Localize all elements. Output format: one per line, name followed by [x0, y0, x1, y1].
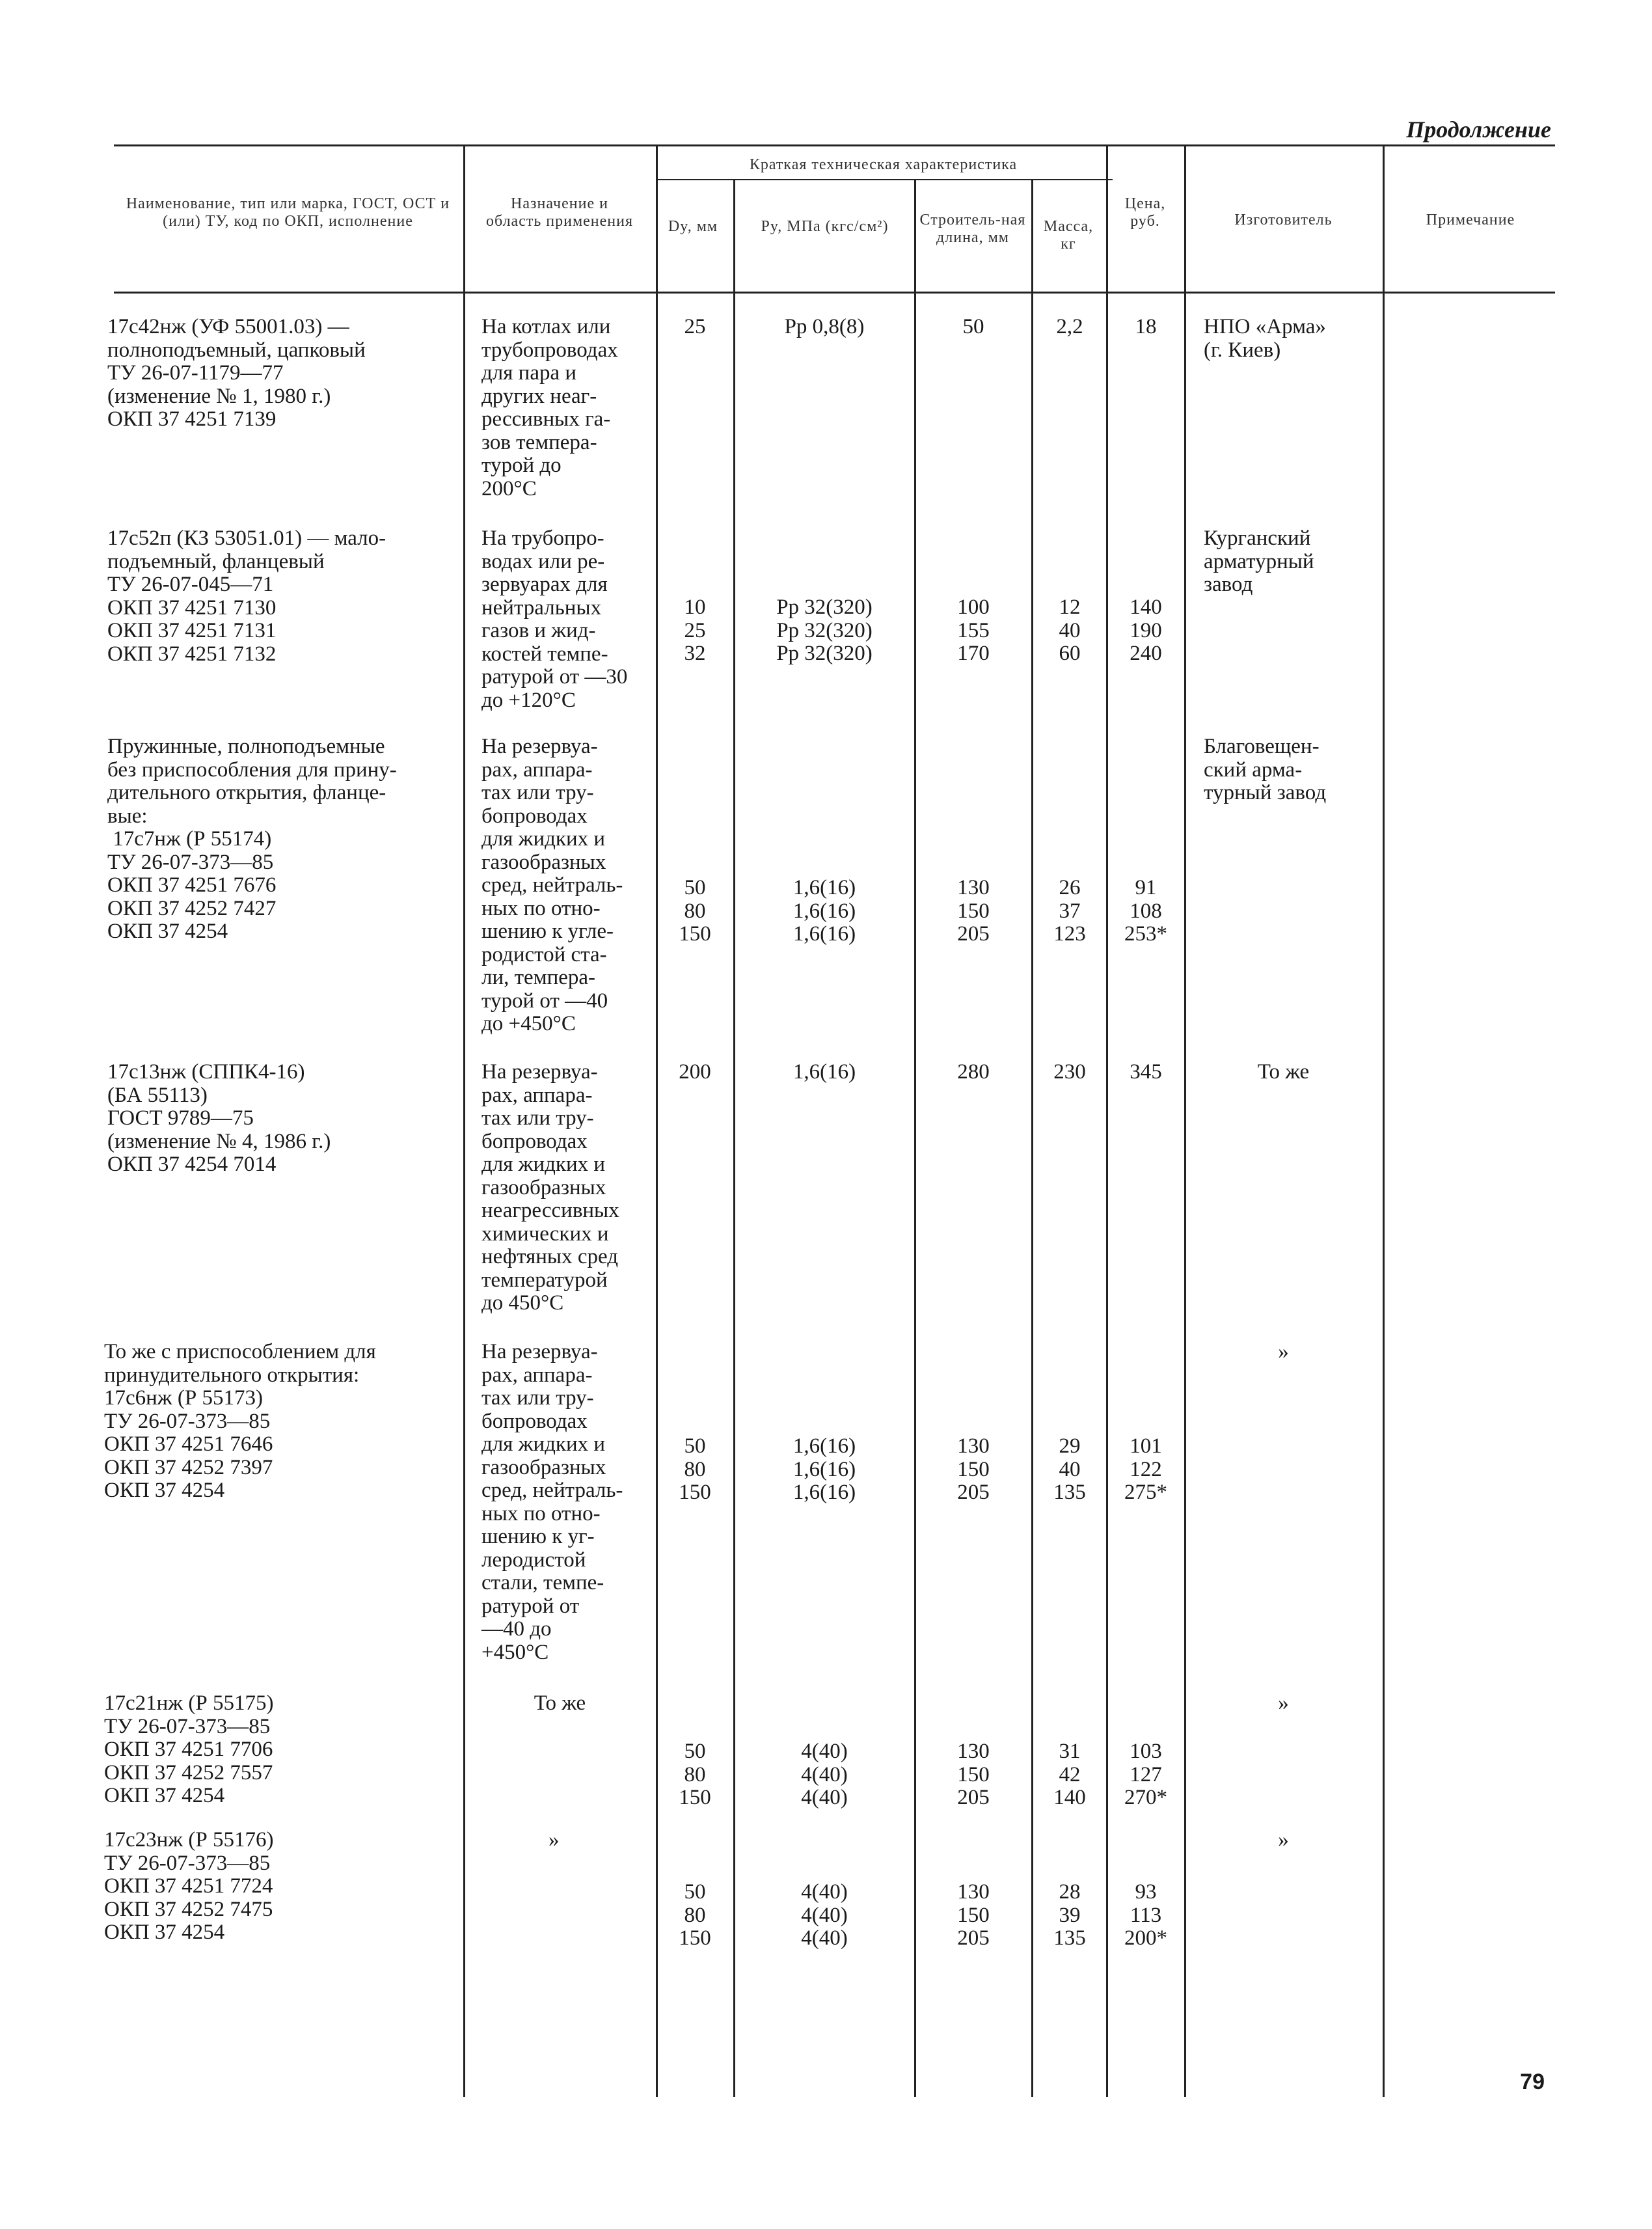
column-rule-2: [656, 144, 658, 2097]
row-6-dy: 50 80 150: [679, 1740, 711, 1809]
column-rule-6: [1106, 144, 1108, 2097]
column-rule-8: [1383, 144, 1385, 2097]
page-number: 79: [1520, 2070, 1545, 2094]
row-5-length: 130 150 205: [957, 1434, 990, 1504]
continuation-label: Продолжение: [1406, 116, 1551, 143]
header-top-rule: [114, 144, 1555, 146]
row-5-price: 101 122 275*: [1124, 1434, 1167, 1504]
header-py: Py, МПа (кгс/см²): [761, 218, 889, 235]
header-name: Наименование, тип или марка, ГОСТ, ОСТ и (или) ТУ, код по ОКП, исполнение: [126, 195, 450, 230]
row-2-dy: 10 25 32: [684, 595, 706, 665]
row-6-purpose: То же: [534, 1691, 586, 1715]
row-4-dy: 200: [679, 1060, 711, 1084]
row-2-price: 140 190 240: [1130, 595, 1162, 665]
row-4-py: 1,6(16): [792, 1060, 856, 1084]
row-2-name: 17с52п (КЗ 53051.01) — мало- подъемный, фланцевый ТУ 26-07-045—71 ОКП 37 4251 7130 ОКП 37 4251 7131 ОКП 37 4251 7132: [107, 526, 386, 666]
row-6-py: 4(40) 4(40) 4(40): [801, 1740, 848, 1809]
row-7-name: 17с23нж (Р 55176) ТУ 26-07-373—85 ОКП 37 4251 7724 ОКП 37 4252 7475 ОКП 37 4254: [104, 1828, 274, 1944]
row-3-maker: Благовещен- ский арма- турный завод: [1204, 735, 1327, 804]
row-3-py: 1,6(16) 1,6(16) 1,6(16): [792, 876, 856, 946]
row-5-mass: 29 40 135: [1053, 1434, 1086, 1504]
row-1-dy: 25: [684, 315, 706, 338]
header-maker: Изготовитель: [1234, 212, 1333, 228]
row-5-py: 1,6(16) 1,6(16) 1,6(16): [792, 1434, 856, 1504]
row-5-name: То же с приспособлением для принудительного открытия: 17с6нж (Р 55173) ТУ 26-07-373—85 ОКП 37 4251 7646 ОКП 37 4252 7397 ОКП 37 4254: [104, 1340, 376, 1502]
row-4-name: 17с13нж (СППК4-16) (БА 55113) ГОСТ 9789—75 (изменение № 4, 1986 г.) ОКП 37 4254 7014: [107, 1060, 331, 1176]
row-1-name: 17с42нж (УФ 55001.03) — полноподъемный, цапковый ТУ 26-07-1179—77 (изменение № 1, 1980 г.) ОКП 37 4251 7139: [107, 315, 366, 431]
column-rule-3: [733, 180, 735, 2097]
row-6-length: 130 150 205: [957, 1740, 990, 1809]
group-header: Краткая техническая характеристика: [749, 156, 1018, 173]
group-rule: [657, 179, 1113, 180]
row-1-mass: 2,2: [1056, 315, 1083, 338]
row-4-mass: 230: [1053, 1060, 1086, 1084]
row-7-maker: »: [1278, 1828, 1289, 1852]
row-3-price: 91 108 253*: [1124, 876, 1167, 946]
row-1-length: 50: [962, 315, 984, 338]
row-4-maker: То же: [1257, 1060, 1310, 1084]
row-3-mass: 26 37 123: [1053, 876, 1086, 946]
row-1-purpose: На котлах или трубопроводах для пара и других неаг- рессивных га- зов темпера- турой до 200°С: [481, 315, 618, 500]
header-price: Цена, руб.: [1124, 195, 1166, 230]
column-rule-7: [1184, 144, 1186, 2097]
row-1-maker: НПО «Арма» (г. Киев): [1204, 315, 1326, 362]
row-5-maker: »: [1278, 1340, 1289, 1363]
header-dy: Dy, мм: [668, 218, 718, 235]
row-3-length: 130 150 205: [957, 876, 990, 946]
row-4-purpose: На резервуа- рах, аппара- тах или тру- бопроводах для жидких и газообразных неагрессивных химических и нефтяных сред температурой до 450°С: [481, 1060, 619, 1315]
row-2-purpose: На трубопро- водах или ре- зервуарах для нейтральных газов и жид- костей темпе- ратурой от —30 до +120°С: [481, 526, 628, 712]
row-3-dy: 50 80 150: [679, 876, 711, 946]
row-3-name: Пружинные, полноподъемные без приспособления для прину- дительного открытия, фланце- вые: 17с7нж (Р 55174) ТУ 26-07-373—85 ОКП 37 4251 7676 ОКП 37 4252 7427 ОКП 37 4254: [107, 735, 397, 943]
row-6-price: 103 127 270*: [1124, 1740, 1167, 1809]
row-7-purpose: »: [548, 1828, 560, 1852]
row-4-length: 280: [957, 1060, 990, 1084]
header-length: Строитель-ная длина, мм: [919, 212, 1026, 246]
row-7-length: 130 150 205: [957, 1880, 990, 1950]
row-2-maker: Курганский арматурный завод: [1204, 526, 1314, 596]
row-2-mass: 12 40 60: [1059, 595, 1081, 665]
row-7-py: 4(40) 4(40) 4(40): [801, 1880, 848, 1950]
row-5-purpose: На резервуа- рах, аппара- тах или тру- бопроводах для жидких и газообразных сред, нейтраль- ных по отно- шению к уг- леродистой стали, темпе- ратурой от —40 до +450°С: [481, 1340, 623, 1664]
row-2-py: Pр 32(320) Pр 32(320) Pр 32(320): [776, 595, 873, 665]
row-7-mass: 28 39 135: [1053, 1880, 1086, 1950]
header-purpose: Назначение и область применения: [485, 195, 634, 230]
row-7-price: 93 113 200*: [1124, 1880, 1167, 1950]
column-rule-1: [463, 144, 465, 2097]
header-bottom-rule: [114, 292, 1555, 294]
header-note: Примечание: [1426, 212, 1515, 228]
row-7-dy: 50 80 150: [679, 1880, 711, 1950]
column-rule-5: [1031, 180, 1033, 2097]
column-rule-4: [914, 180, 916, 2097]
row-1-price: 18: [1135, 315, 1157, 338]
row-6-mass: 31 42 140: [1053, 1740, 1086, 1809]
row-2-length: 100 155 170: [957, 595, 990, 665]
row-1-py: Pр 0,8(8): [784, 315, 865, 338]
row-3-purpose: На резервуа- рах, аппара- тах или тру- бопроводах для жидких и газообразных сред, нейтраль- ных по отно- шению к угле- родистой ста- ли, темпера- турой от —40 до +450°С: [481, 735, 623, 1035]
row-4-price: 345: [1130, 1060, 1162, 1084]
row-5-dy: 50 80 150: [679, 1434, 711, 1504]
row-6-name: 17с21нж (Р 55175) ТУ 26-07-373—85 ОКП 37 4251 7706 ОКП 37 4252 7557 ОКП 37 4254: [104, 1691, 274, 1807]
row-6-maker: »: [1278, 1691, 1289, 1715]
header-mass: Масса, кг: [1043, 218, 1094, 253]
